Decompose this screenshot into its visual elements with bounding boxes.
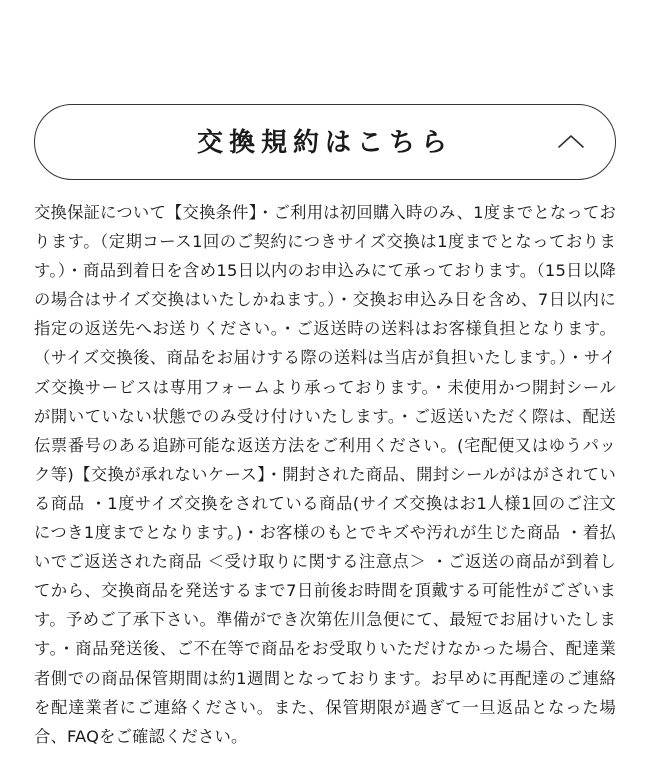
chevron-up-icon bbox=[557, 131, 585, 153]
exchange-policy-accordion-toggle[interactable] bbox=[34, 104, 616, 180]
accordion-title: 交換規約はこちら bbox=[196, 128, 453, 158]
exchange-policy-text: 交換保証について【交換条件】・ご利用は初回購入時のみ、1度までとなっております。（定期コース1回のご契約につきサイズ交換は1度までとなっております。）・商品到着日を含め15日以内のお申込みにて承っております。（15日以降の場合はサイズ交換はいたしかねます。）・交換お申込み日を含め、7日以内に指定の返送先へお送りください。・ご返送時の送料はお客様負担となります。（サイズ交換後、商品をお届けする際の送料は当店が負担いたします。）・サイズ交換サービスは専用フォームより承っております。・未使用かつ開封シールが開いていない状態でのみ受け付けいたします。・ご返送いただく際は、配送伝票番号のある追跡可能な返送方法をご利用ください。(宅配便又はゆうパック等)【交換が承れないケース】・開封された商品、開封シールがはがされている商品 ・1度サイズ交換をされている商品(サイズ交換はお1人様1回のご注文につき1度までとなります。)・お客様のもとでキズや汚れが生じた商品 ・着払いでご返送された商品 ＜受け取りに関する注意点＞ ・ご返送の商品が到着してから、交換商品を発送するまで7日前後お時間を頂戴する可能性がございます。予めご了承下さい。準備ができ次第佐川急便にて、最短でお届けいたします。・商品発送後、ご不在等で商品をお受取りいただけなかった場合、配達業者側での商品保管期間は約1週間となっております。お早めに再配達のご連絡を配達業者にご連絡ください。また、保管期限が過ぎて一旦返品となった場合、FAQをご確認ください。 bbox=[34, 203, 616, 746]
